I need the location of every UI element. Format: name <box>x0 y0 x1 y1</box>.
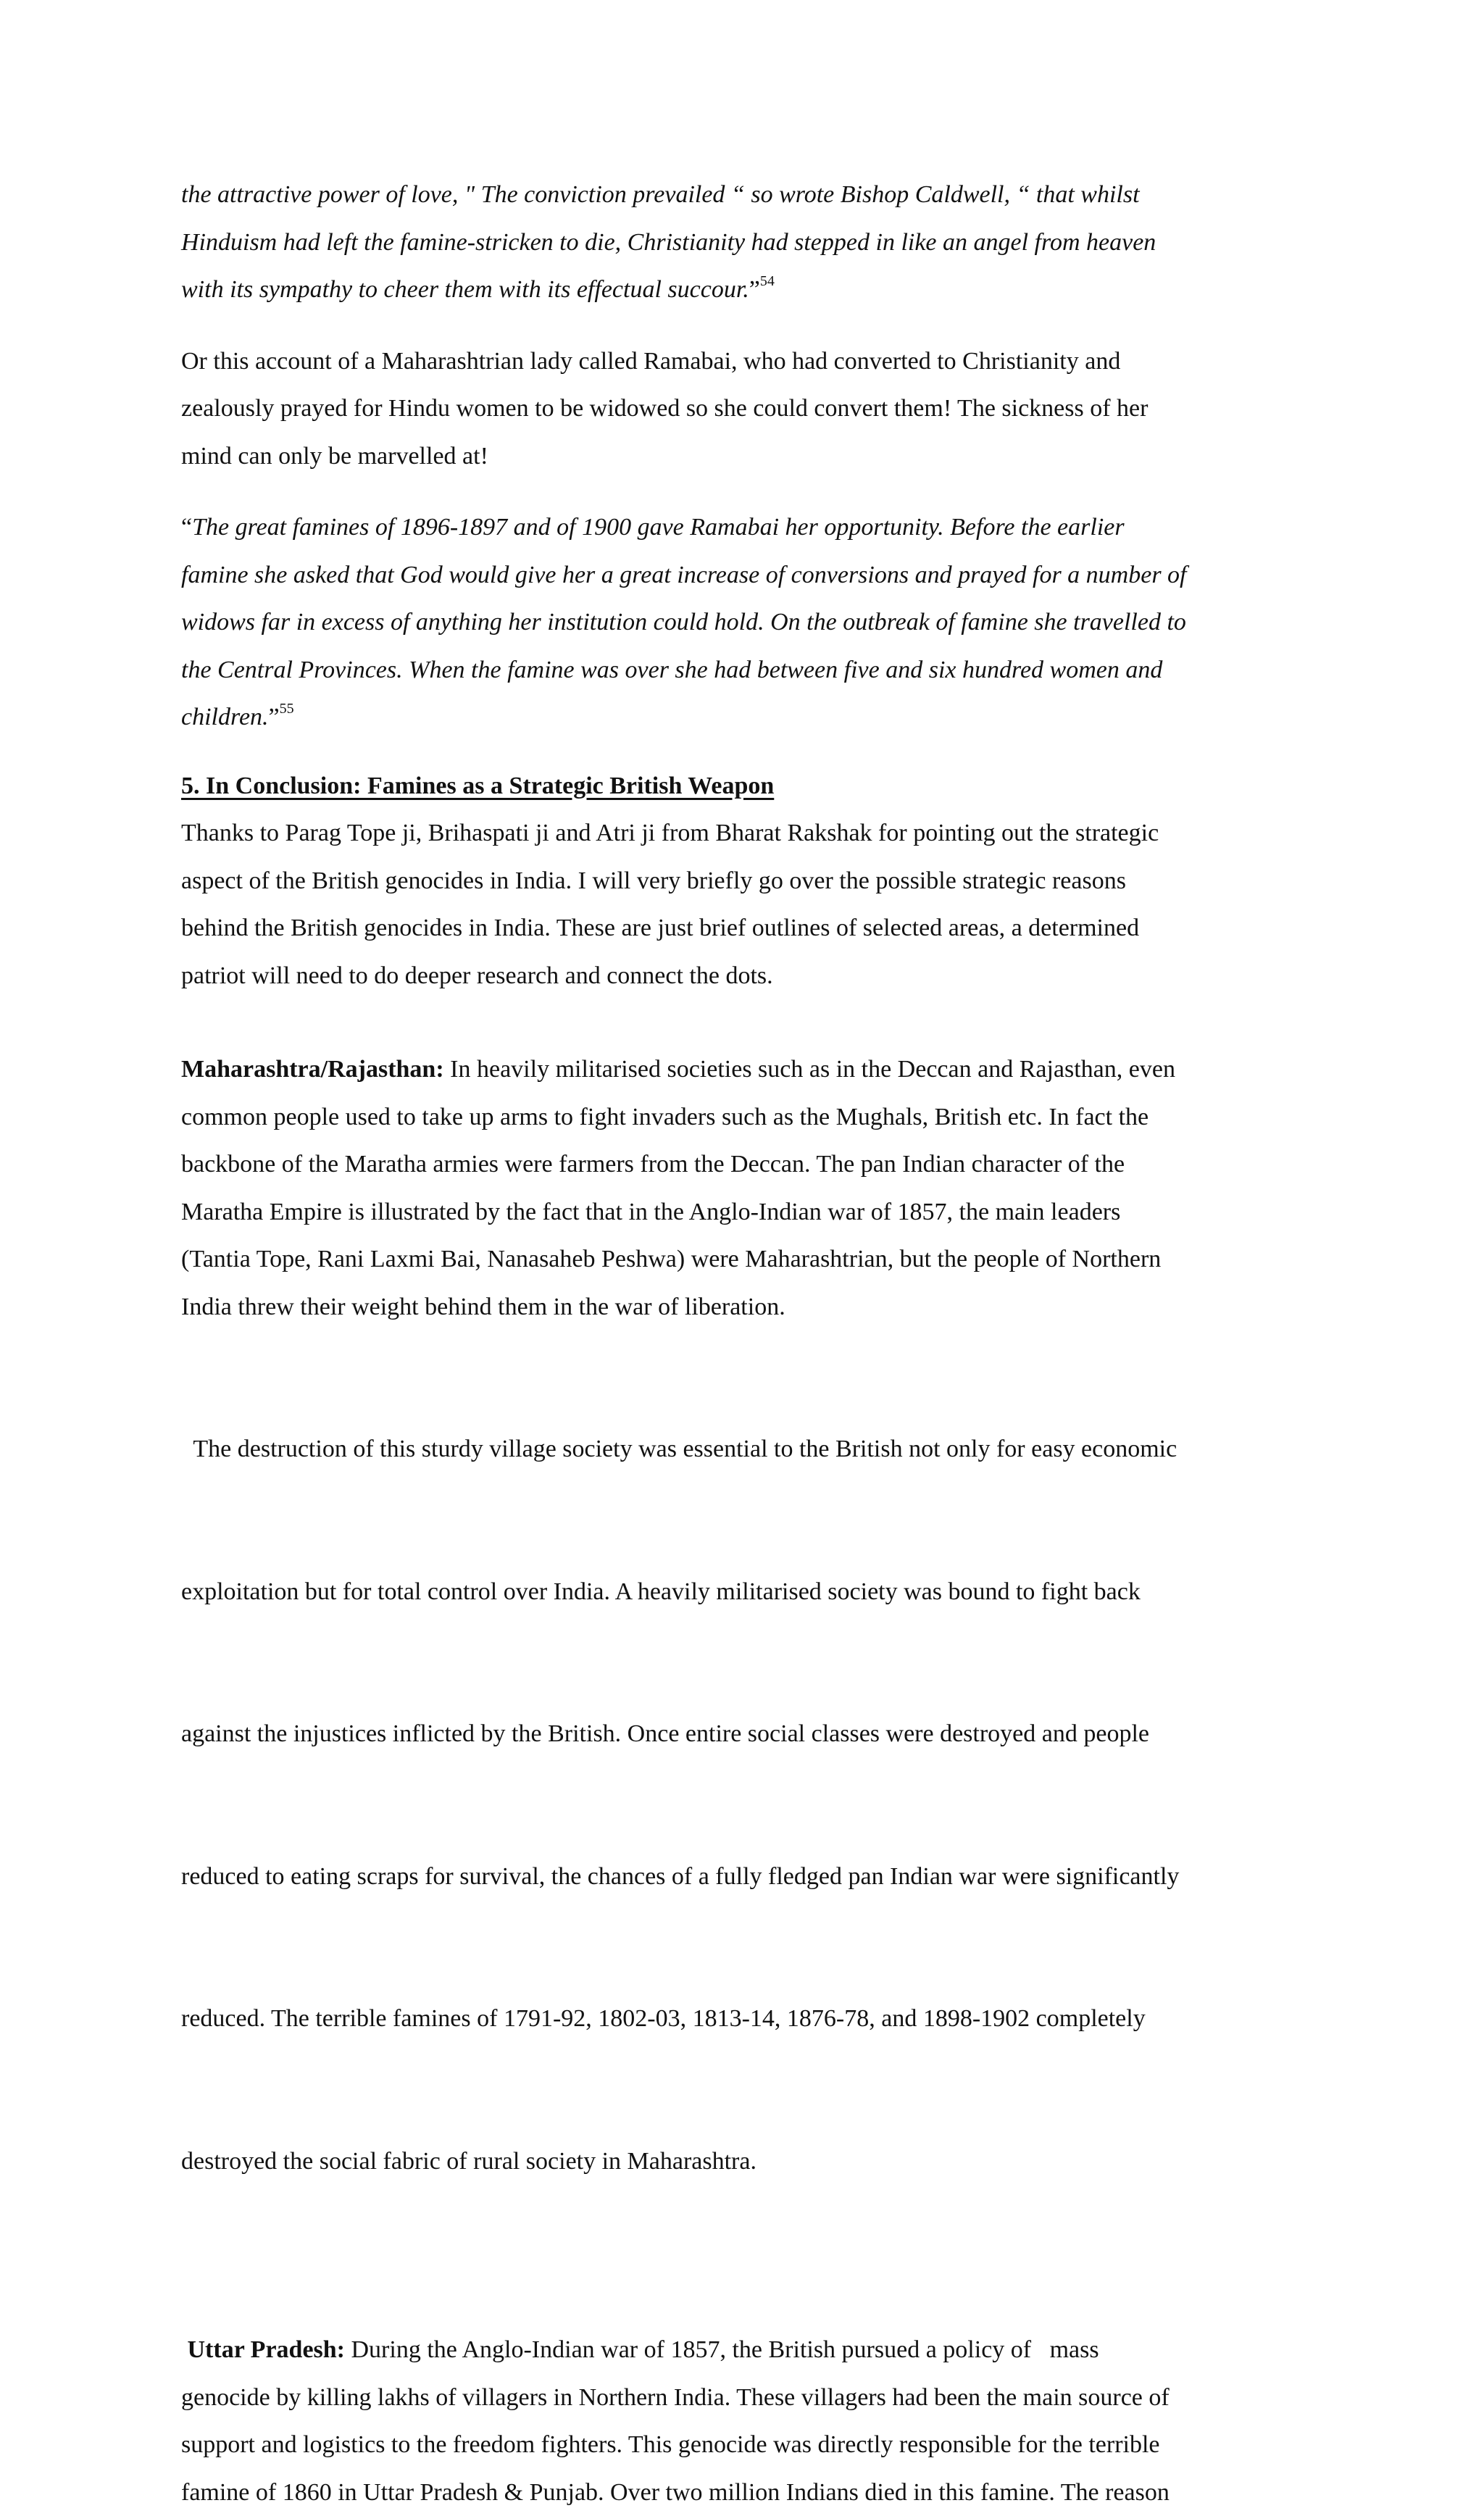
text-line <box>181 2326 1312 2374</box>
text-line: The destruction of this sturdy village society was essential to the British not only for easy economic <box>181 1425 1312 1473</box>
footnote-ref: 55 <box>280 701 294 717</box>
text-line: destroyed the social fabric of rural society in Maharashtra. <box>181 2138 1312 2186</box>
text-line <box>181 1046 1312 1094</box>
region-label: Uttar Pradesh: <box>181 2336 345 2363</box>
paragraph-ramabai-intro <box>181 338 1312 480</box>
text-line: reduced to eating scraps for survival, the chances of a fully fledged pan Indian war were significantly <box>181 1853 1312 1901</box>
text-line: patriot will need to do deeper research and connect the dots. <box>181 952 1312 1000</box>
close-quote: ” <box>269 704 280 730</box>
text-line: reduced. The terrible famines of 1791-92, 1802-03, 1813-14, 1876-78, and 1898-1902 completely <box>181 1995 1312 2043</box>
text-line: (Tantia Tope, Rani Laxmi Bai, Nanasaheb Peshwa) were Maharashtrian, but the people of Northern <box>181 1236 1312 1283</box>
text-span: During the Anglo-Indian war of 1857, the British pursued a policy of mass <box>345 2336 1099 2363</box>
text-line: Maratha Empire is illustrated by the fact that in the Anglo-Indian war of 1857, the main leaders <box>181 1188 1312 1236</box>
text-line: backbone of the Maratha armies were farmers from the Deccan. The pan Indian character of the <box>181 1141 1312 1188</box>
text-line: Thanks to Parag Tope ji, Brihaspati ji and Atri ji from Bharat Rakshak for pointing out the strategic <box>181 809 1312 857</box>
text-line: Or this account of a Maharashtrian lady called Ramabai, who had converted to Christianity and <box>181 338 1312 386</box>
region-label: Maharashtra/Rajasthan: <box>181 1056 444 1083</box>
paragraph-uttar-pradesh <box>181 2326 1312 2516</box>
text-line: genocide by killing lakhs of villagers in Northern India. These villagers had been the main source of <box>181 2374 1312 2422</box>
text-line: behind the British genocides in India. These are just brief outlines of selected areas, a determined <box>181 904 1312 952</box>
open-quote: “ <box>181 514 192 541</box>
text-line: widows far in excess of anything her institution could hold. On the outbreak of famine she travelled to <box>181 599 1312 646</box>
text-line: the attractive power of love, " The conviction prevailed “ so wrote Bishop Caldwell, “ that whilst <box>181 171 1312 219</box>
text-line: aspect of the British genocides in India. I will very briefly go over the possible strategic reasons <box>181 857 1312 905</box>
text-span: In heavily militarised societies such as in the Deccan and Rajasthan, even <box>444 1056 1175 1083</box>
text-line: zealously prayed for Hindu women to be widowed so she could convert them! The sickness of her <box>181 385 1312 433</box>
text-span: children. <box>181 704 269 730</box>
close-quote: ” <box>749 276 760 303</box>
text-line <box>181 693 1312 741</box>
text-line: famine she asked that God would give her a great increase of conversions and prayed for a number of <box>181 551 1312 599</box>
quote-caldwell <box>181 171 1312 314</box>
quote-ramabai <box>181 504 1312 741</box>
text-line: exploitation but for total control over India. A heavily militarised society was bound to fight back <box>181 1568 1312 1616</box>
paragraph-destruction <box>181 1330 1312 2280</box>
text-line <box>181 266 1312 314</box>
text-line: India threw their weight behind them in the war of liberation. <box>181 1283 1312 1331</box>
text-span: The great famines of 1896-1897 and of 1900 gave Ramabai her opportunity. Before the earlier <box>192 514 1125 541</box>
paragraph-maharashtra <box>181 1046 1312 1330</box>
document-page <box>181 171 1312 2516</box>
text-span: with its sympathy to cheer them with its effectual succour. <box>181 276 749 303</box>
text-line: common people used to take up arms to fight invaders such as the Mughals, British etc. In fact the <box>181 1094 1312 1141</box>
text-line: support and logistics to the freedom fighters. This genocide was directly responsible for the terrible <box>181 2421 1312 2469</box>
text-line: the Central Provinces. When the famine was over she had between five and six hundred women and <box>181 646 1312 694</box>
paragraph-thanks <box>181 809 1312 999</box>
text-line: against the injustices inflicted by the British. Once entire social classes were destroyed and people <box>181 1710 1312 1758</box>
text-line: famine of 1860 in Uttar Pradesh & Punjab. Over two million Indians died in this famine. The reason <box>181 2469 1312 2516</box>
text-line <box>181 504 1312 551</box>
text-line: mind can only be marvelled at! <box>181 433 1312 480</box>
text-line: Hinduism had left the famine-stricken to die, Christianity had stepped in like an angel from heaven <box>181 219 1312 267</box>
footnote-ref: 54 <box>760 273 775 289</box>
section-heading: 5. In Conclusion: Famines as a Strategic British Weapon <box>181 762 1312 810</box>
